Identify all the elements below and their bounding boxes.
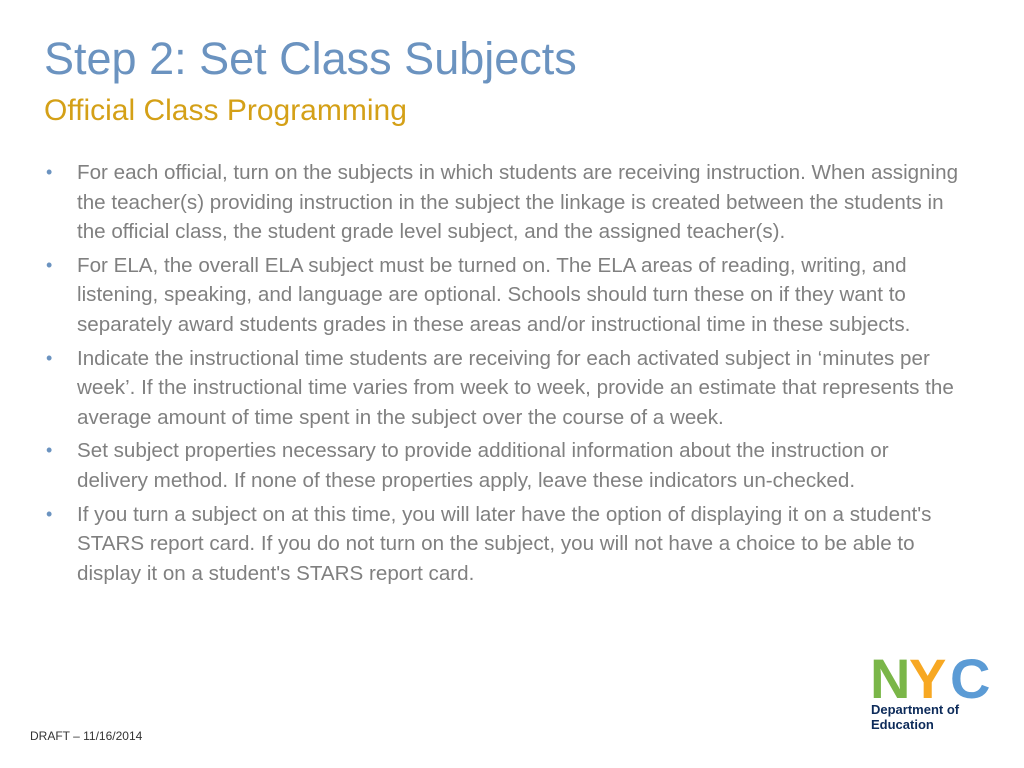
logo-text-department: Department of <box>871 702 960 717</box>
bullet-text: Indicate the instructional time students are receiving for each activated subject in ‘minutes per week’. If the instructional time varies from week to week, provide an estimate that represents the average amount of time spent in the subject over the course of a week. <box>77 346 954 429</box>
bullet-marker: • <box>46 254 53 275</box>
logo-text-education: Education <box>871 717 934 732</box>
bullet-text: For ELA, the overall ELA subject must be turned on. The ELA areas of reading, writing, and listening, speaking, and language are optional. Schools should turn these on if they want to separately award students grades in these areas and/or instructional time in these subjects. <box>77 253 911 336</box>
footer-date: DRAFT – 11/16/2014 <box>30 729 143 743</box>
nyc-doe-logo <box>870 652 1002 736</box>
bullet-item <box>44 344 964 433</box>
bullet-list <box>44 158 964 592</box>
slide-title: Step 2: Set Class Subjects <box>44 33 577 84</box>
bullet-text: Set subject properties necessary to provide additional information about the instruction or delivery method. If none of these properties apply, leave these indicators un-checked. <box>77 439 889 492</box>
bullet-marker: • <box>46 440 53 461</box>
bullet-marker: • <box>46 503 53 524</box>
logo-letter-c: C <box>950 652 991 710</box>
slide-subtitle: Official Class Programming <box>44 94 407 127</box>
bullet-marker: • <box>46 162 53 182</box>
bullet-item <box>44 500 964 589</box>
logo-letter-y: Y <box>909 652 947 710</box>
bullet-item <box>44 158 964 247</box>
logo-letter-n: N <box>870 652 911 710</box>
bullet-text: For each official, turn on the subjects in which students are receiving instruction. When assigning the teacher(s) providing instruction in the subject the linkage is created between the students in the official class, the student grade level subject, and the assigned teacher(s). <box>77 161 959 244</box>
bullet-text: If you turn a subject on at this time, you will later have the option of displaying it on a student's STARS report card. If you do not turn on the subject, you will not have a choice to be able to display it on a student's STARS report card. <box>77 502 932 585</box>
bullet-item <box>44 251 964 340</box>
bullet-item <box>44 436 964 495</box>
bullet-marker: • <box>46 347 53 368</box>
